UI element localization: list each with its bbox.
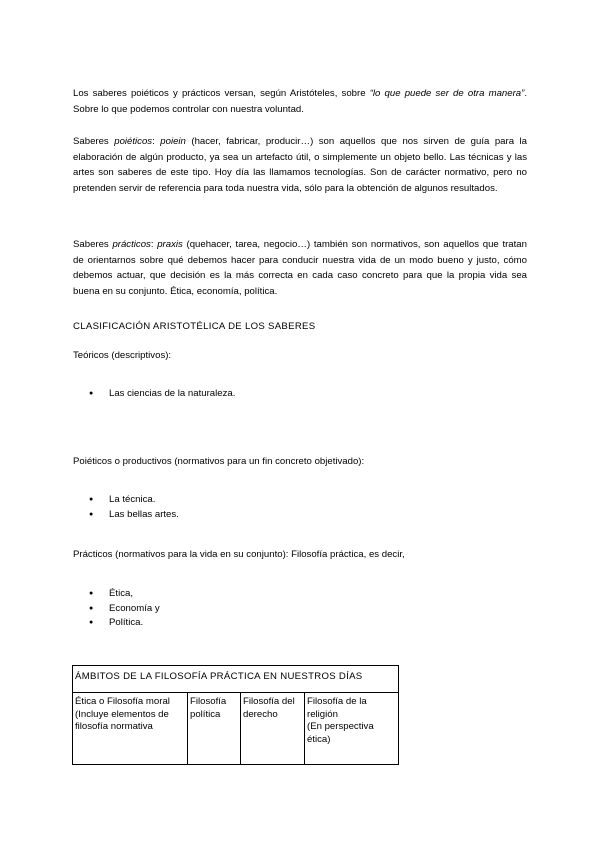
term: poiein (160, 136, 186, 147)
teoricos-label: Teóricos (descriptivos): (73, 350, 172, 361)
text: (hacer, fabricar, producir…) son aquellos que nos sirven de guía para la elaboración de algún producto, ya sea un artefacto útil, o simplemente un objeto bello. Las técnicas y las artes son saberes de este tipo. Hoy día las llamamos tecnologías. Son de carácter normativo, pero no pretenden servir de referencia para toda nuestra vida, sólo para la obtención de algunos resultados. (73, 136, 527, 194)
list-item: ● Las ciencias de la naturaleza. (73, 387, 235, 402)
table-cell-derecho: Filosofía del derecho (241, 693, 305, 765)
table-header: ÁMBITOS DE LA FILOSOFÍA PRÁCTICA EN NUESTROS DÍAS (73, 666, 399, 693)
text: : (152, 136, 161, 147)
practicos-label: Prácticos (normativos para la vida en su conjunto): Filosofía práctica, es decir, (73, 549, 405, 560)
paragraph-intro (73, 86, 527, 117)
teoricos-list (73, 387, 235, 402)
table-cell-politica: Filosofía política (188, 693, 241, 765)
term: poiéticos (114, 136, 153, 147)
list-item: ● Ética, (73, 587, 160, 602)
text: Saberes (73, 136, 115, 147)
table-cell-religion: Filosofía de la religión (En perspectiva ética) (305, 693, 399, 765)
list-item: ● Economía y (73, 602, 160, 617)
table-cell-etica: Ética o Filosofía moral (Incluye elementos de filosofía normativa (73, 693, 188, 765)
list-item: ● Política. (73, 616, 160, 631)
text: : (150, 239, 158, 250)
paragraph-practicos (73, 237, 527, 299)
paragraph-poieticos (73, 134, 527, 196)
practicos-list (73, 587, 160, 631)
ambitos-table (72, 665, 399, 765)
section-heading: CLASIFICACIÓN ARISTOTÉLICA DE LOS SABERES (73, 321, 316, 332)
table-row (73, 693, 399, 765)
term: praxis (157, 239, 183, 250)
text: Los saberes poiéticos y prácticos versan, según Aristóteles, sobre (73, 88, 370, 99)
text: . Sobre lo que podemos controlar con nuestra voluntad. (73, 88, 527, 115)
text: Saberes (73, 239, 113, 250)
poieticos-label: Poiéticos o productivos (normativos para un fin concreto objetivado): (73, 456, 365, 467)
list-item: ● La técnica. (73, 493, 179, 508)
poieticos-list (73, 493, 179, 522)
term: prácticos (112, 239, 151, 250)
quote-text: “lo que puede ser de otra manera” (369, 88, 525, 99)
list-item: ● Las bellas artes. (73, 508, 179, 523)
text: (quehacer, tarea, negocio…) también son normativos, son aquellos que tratan de orientarnos sobre qué debemos hacer para conducir nuestra vida de un modo bueno y justo, cómo debemos actuar, que decisión es la más correcta en cada caso concreto para que la propia vida sea buena en su conjunto. Ética, economía, política. (73, 239, 527, 297)
